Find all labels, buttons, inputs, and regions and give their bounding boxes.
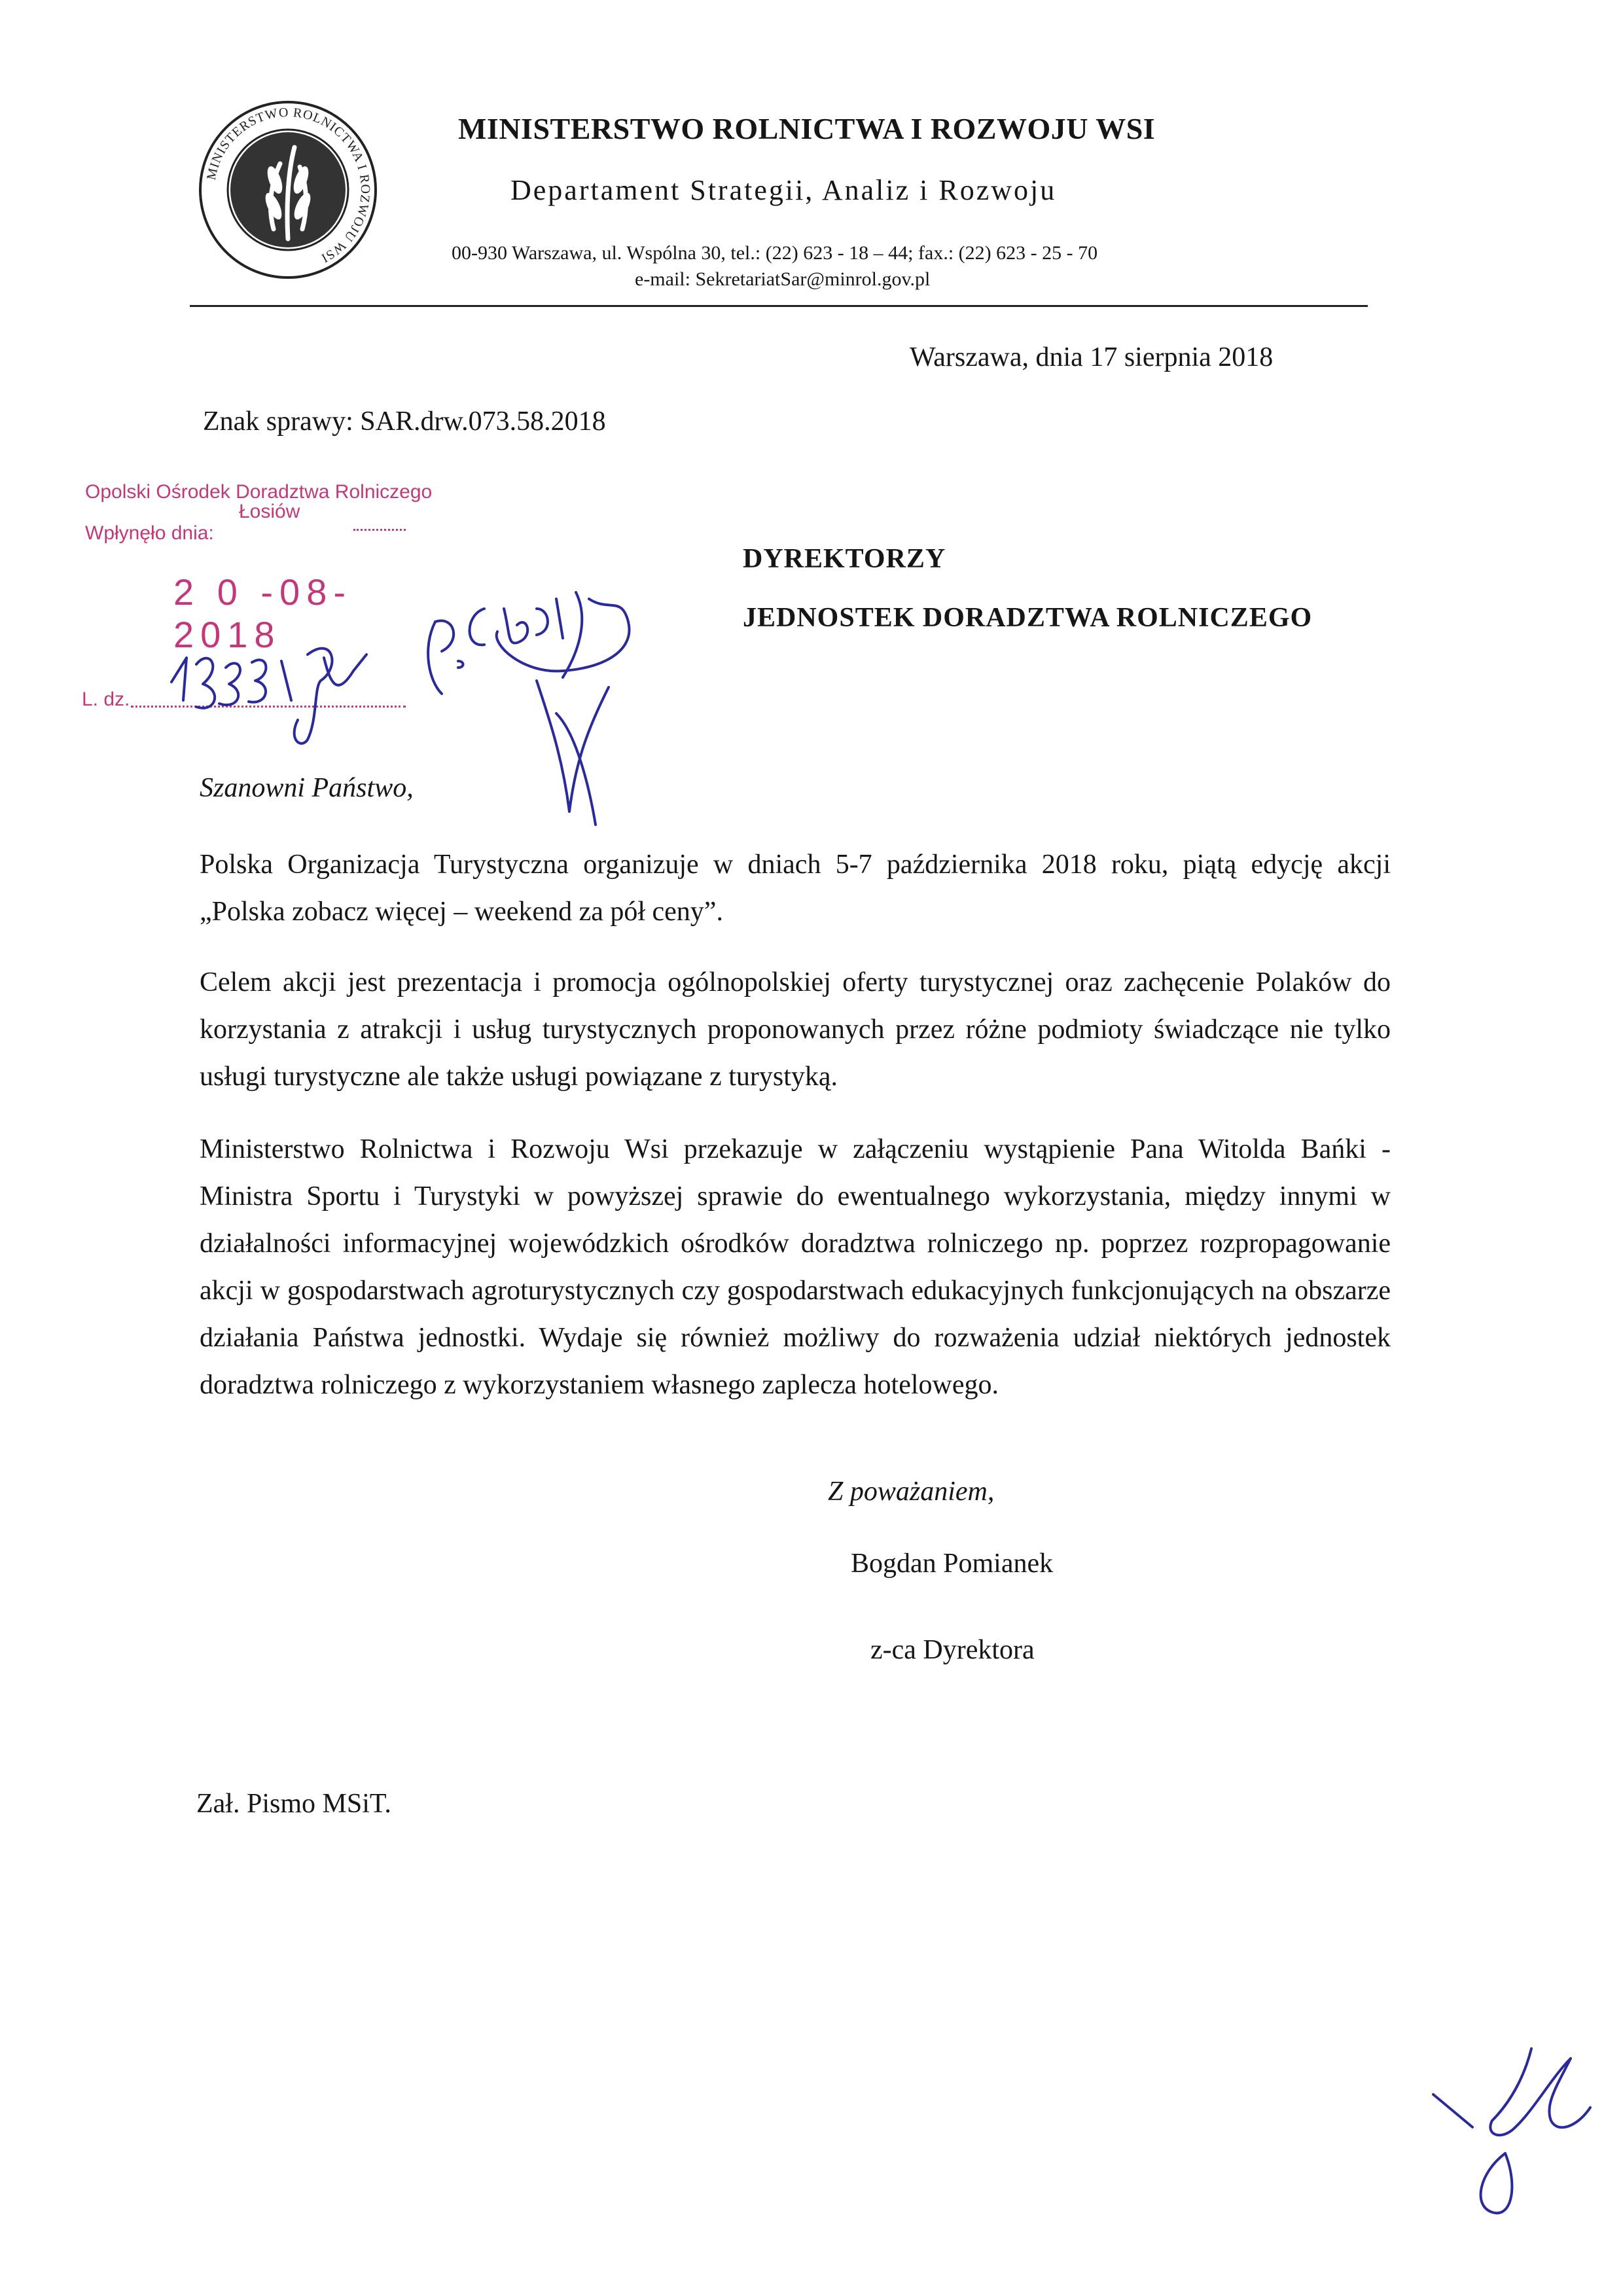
closing-phrase: Z poważaniem, [828, 1477, 995, 1507]
seal-text: MINISTERSTWO ROLNICTWA I ROZWOJU WSI [204, 105, 373, 266]
stamp-town: Łosiów [239, 501, 300, 522]
attachment-note: Zał. Pismo MSiT. [196, 1789, 391, 1819]
signer-role: z-ca Dyrektora [870, 1635, 1035, 1665]
stamp-received-label: Wpłynęło dnia: [85, 522, 214, 544]
addressee-line-2: JEDNOSTEK DORADZTWA ROLNICZEGO [743, 603, 1313, 633]
body-paragraph-2: Celem akcji jest prezentacja i promocja ogólnopolskiej oferty turystycznej oraz zachęcenie Polaków do korzystania z atrakcji i usług turystycznych proponowanych przez różne podmioty świadczące nie tylko usługi turystyczne ale także usługi powiązane z turystyką. [200, 967, 1391, 1092]
ministry-address: 00-930 Warszawa, ul. Wspólna 30, tel.: (22) 623 - 18 – 44; fax.: (22) 623 - 25 - 70 [452, 242, 1098, 264]
body-paragraph-1: Polska Organizacja Turystyczna organizuje w dniach 5-7 października 2018 roku, piątą edycję akcji „Polska zobacz więcej – weekend za pół ceny”. [200, 850, 1391, 927]
case-number: Znak sprawy: SAR.drw.073.58.2018 [203, 406, 606, 437]
handwritten-corner-initials [1490, 2049, 1590, 2135]
body-paragraph-3: Ministerstwo Rolnictwa i Rozwoju Wsi przekazuje w załączeniu wystąpienie Pana Witolda Bańki - Ministra Sportu i Turystyki w powyższej sprawie do ewentualnego wykorzystania, między innymi w działalności informacyjnej wojewódzkich ośrodków doradztwa rolniczego np. poprzez rozpropagowanie akcji w gospodarstwach agroturystycznych czy gospodarstwach edukacyjnych funkcjonujących na obszarze działania Państwa jednostki. Wydaje się również możliwy do rozważenia udział niektórych jednostek doradztwa rolniczego z wykorzystaniem własnego zaplecza hotelowego. [200, 1134, 1391, 1400]
addressee-line-1: DYREKTORZY [743, 544, 946, 574]
stamp-received-date: 2 0 -08- 2018 [173, 571, 352, 655]
letter-date: Warszawa, dnia 17 sierpnia 2018 [910, 342, 1274, 372]
ministry-email: e-mail: SekretariatSar@minrol.gov.pl [635, 268, 931, 290]
handwritten-signature [428, 620, 454, 694]
signer-name: Bogdan Pomianek [851, 1549, 1054, 1579]
stamp-organization: Opolski Ośrodek Doradztwa Rolniczego [85, 481, 433, 503]
stamp-register-label: L. dz. [82, 689, 130, 710]
handwritten-register-number [171, 658, 187, 700]
ministry-name: MINISTERSTWO ROLNICTWA I ROZWOJU WSI [458, 112, 1156, 145]
department-name: Departament Strategii, Analiz i Rozwoju [510, 174, 1057, 206]
salutation: Szanowni Państwo, [200, 773, 414, 803]
